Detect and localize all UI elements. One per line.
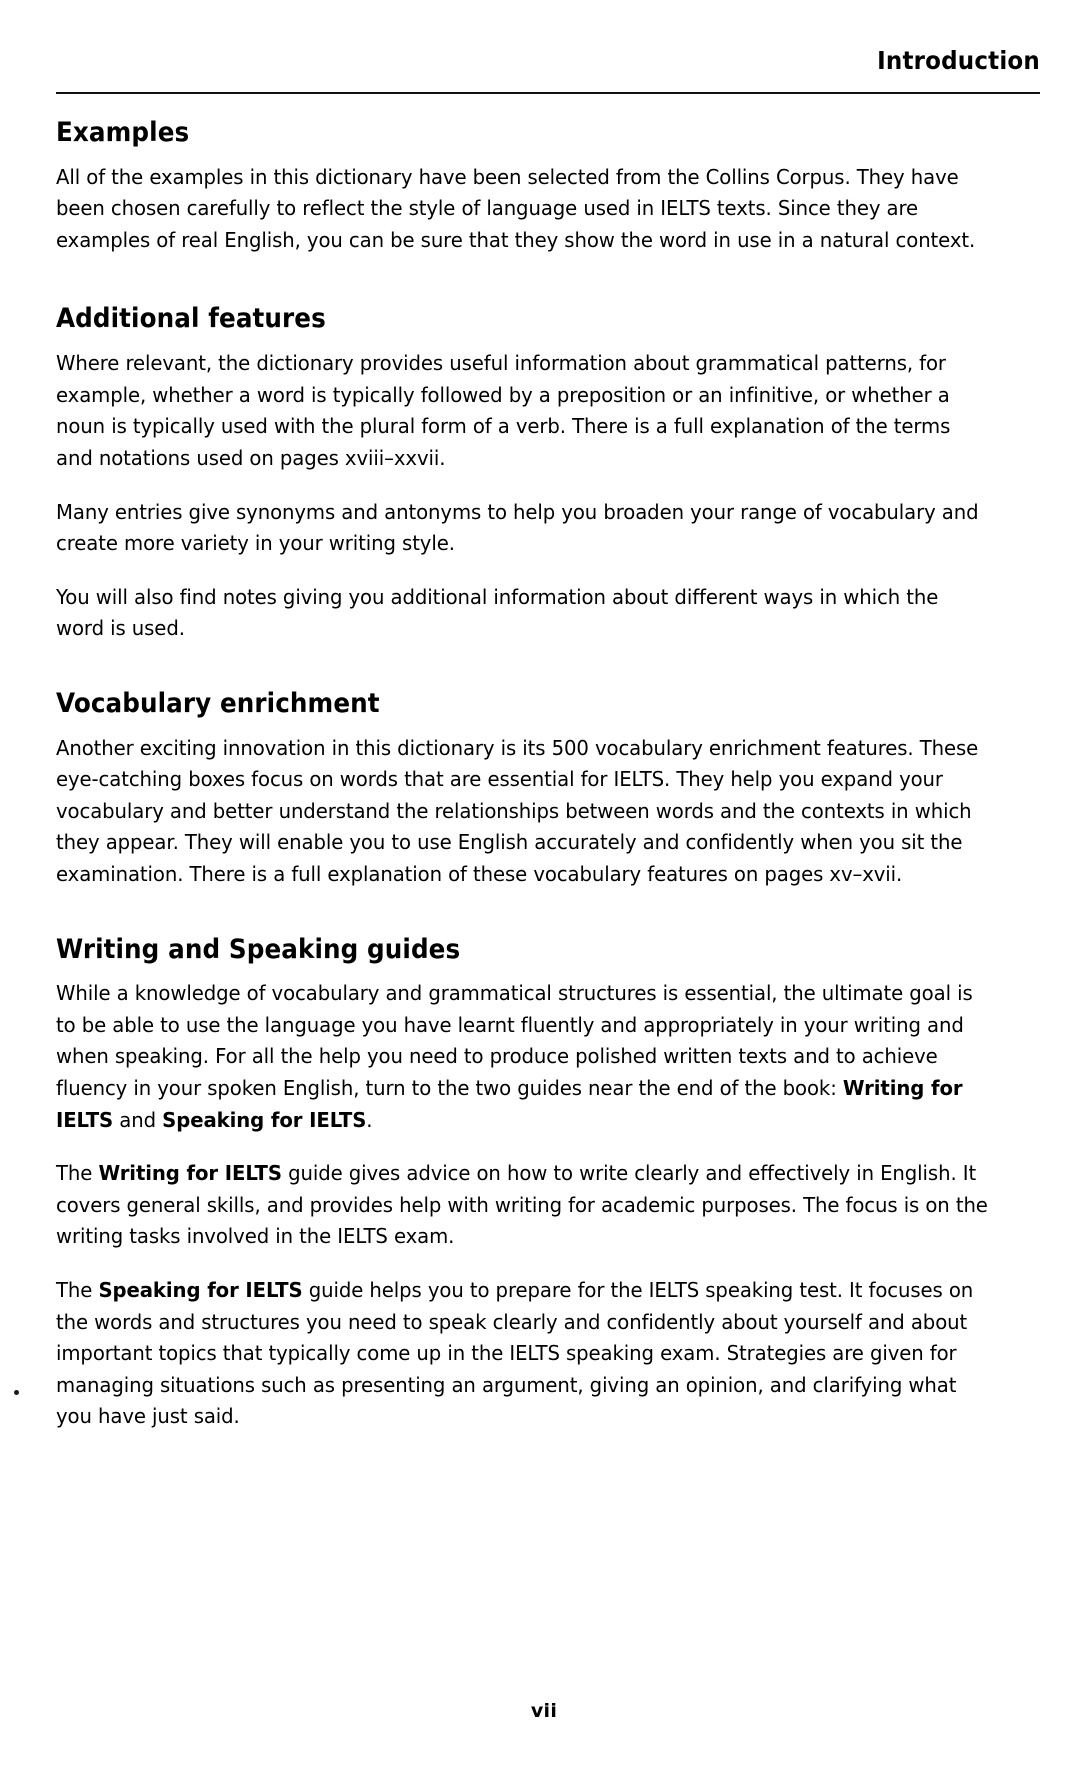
body-paragraph xyxy=(56,1275,992,1433)
paragraph-text: Where relevant, the dictionary provides useful information about grammatical patterns, for example, whether a word is typically followed by a preposition or an infinitive, or whether a noun is typically used with the plural form of a verb. There is a full explanation of the terms and notations used on pages xviii–xxvii. xyxy=(56,351,951,470)
section-spacer xyxy=(56,256,1036,304)
section xyxy=(56,118,1036,256)
section-spacer xyxy=(56,645,1036,689)
header-divider xyxy=(56,92,1040,94)
scan-artifact-speck xyxy=(14,1390,19,1395)
emphasis-text: Writing for IELTS xyxy=(98,1161,282,1186)
emphasis-text: Writing for IELTS xyxy=(56,1075,963,1132)
body-paragraph xyxy=(56,582,992,645)
paragraph-text: guide helps you to prepare for the IELTS speaking test. It focuses on the words and structures you need to speak clearly and confidently about yourself and about important topics that typically come up in the IELTS speaking exam. Strategies are given for managing situations such as presenting an argument, giving an opinion, and clarifying what you have just said. xyxy=(56,1277,974,1429)
body-paragraph xyxy=(56,348,992,474)
section xyxy=(56,935,1036,1433)
emphasis-text: Speaking for IELTS xyxy=(162,1107,367,1132)
section-spacer xyxy=(56,891,1036,935)
section-heading: Additional features xyxy=(56,303,326,335)
heading-body-spacer xyxy=(56,964,1036,978)
body-paragraph xyxy=(56,1158,992,1253)
body-paragraph xyxy=(56,497,992,560)
section-heading: Vocabulary enrichment xyxy=(56,687,380,719)
paragraph-spacer xyxy=(56,1253,1036,1275)
heading-body-spacer xyxy=(56,719,1036,733)
section-heading: Examples xyxy=(56,117,190,148)
section xyxy=(56,304,1036,644)
paragraph-text: Many entries give synonyms and antonyms to help you broaden your range of vocabulary and create more variety in your writing style. xyxy=(56,499,979,556)
page-content xyxy=(56,118,1036,1433)
heading-body-spacer xyxy=(56,334,1036,348)
paragraph-text: . xyxy=(366,1107,373,1132)
paragraph-text: All of the examples in this dictionary have been selected from the Collins Corpus. They have been chosen carefully to reflect the style of language used in IELTS texts. Since they are examples of real English, you can be sure that they show the word in use in a natural context. xyxy=(56,164,976,252)
body-paragraph xyxy=(56,162,992,257)
body-paragraph xyxy=(56,978,992,1136)
body-paragraph xyxy=(56,733,992,891)
paragraph-text: The xyxy=(56,1161,99,1186)
running-header xyxy=(56,48,1040,73)
page-title: Introduction xyxy=(877,46,1040,75)
paragraph-text: While a knowledge of vocabulary and grammatical structures is essential, the ultimate goal is to be able to use the language you have learnt fluently and appropriately in your writing and when speaking. For all the help you need to produce polished written texts and to achieve fluency in your spoken English, turn to the two guides near the end of the book: xyxy=(56,981,973,1100)
emphasis-text: Speaking for IELTS xyxy=(98,1277,303,1302)
paragraph-spacer xyxy=(56,560,1036,582)
paragraph-spacer xyxy=(56,475,1036,497)
page-folio: vii xyxy=(530,1700,558,1722)
heading-body-spacer xyxy=(56,148,1036,162)
section-heading: Writing and Speaking guides xyxy=(56,933,461,965)
paragraph-spacer xyxy=(56,1136,1036,1158)
paragraph-text: You will also find notes giving you additional information about different ways in which the word is used. xyxy=(56,584,939,641)
section xyxy=(56,689,1036,891)
paragraph-text: and xyxy=(113,1107,163,1132)
paragraph-text: guide gives advice on how to write clearly and effectively in English. It covers general skills, and provides help with writing for academic purposes. The focus is on the writing tasks involved in the IELTS exam. xyxy=(56,1161,988,1249)
paragraph-text: Another exciting innovation in this dictionary is its 500 vocabulary enrichment features. These eye-catching boxes focus on words that are essential for IELTS. They help you expand your vocabulary and better understand the relationships between words and the contexts in which they appear. They will enable you to use English accurately and confidently when you sit the examination. There is a full explanation of these vocabulary features on pages xv–xvii. xyxy=(56,735,979,886)
paragraph-text: The xyxy=(56,1277,99,1302)
